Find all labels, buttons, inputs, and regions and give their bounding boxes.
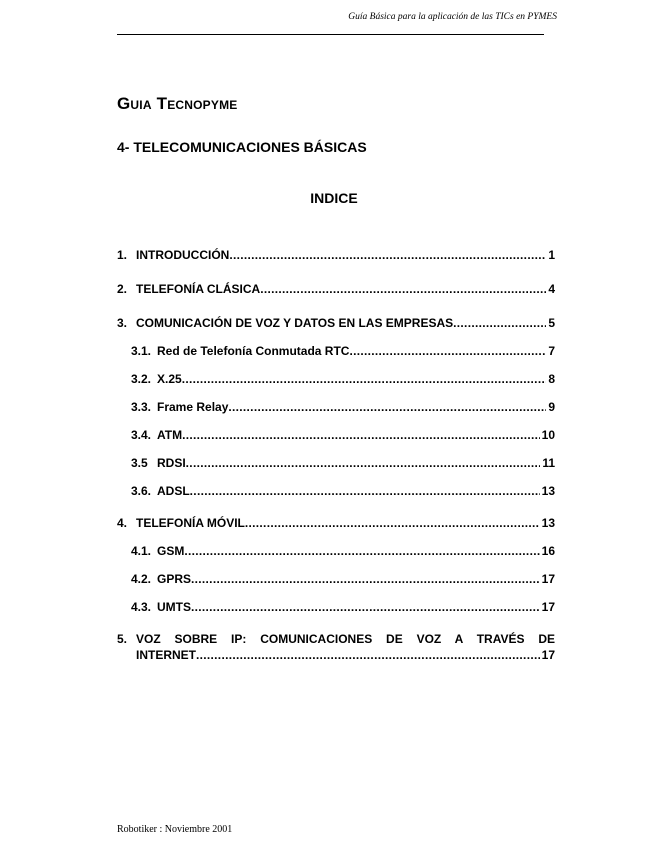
toc-entry-page: 17 (541, 600, 555, 614)
toc-entry[interactable] (131, 372, 555, 388)
toc-entry[interactable] (117, 316, 555, 332)
toc-dot-leader (228, 400, 546, 414)
toc-entry-label: TELEFONÍA MÓVIL (136, 516, 245, 530)
toc-entry-page: 17 (541, 648, 555, 662)
toc-entry-page: 8 (548, 372, 555, 386)
toc-entry[interactable] (117, 516, 555, 532)
toc-entry-label: X.25 (157, 372, 182, 386)
toc-dot-leader (229, 248, 546, 262)
toc-dot-leader (190, 484, 540, 498)
section-title: 4- TELECOMUNICACIONES BÁSICAS (117, 139, 367, 155)
toc-entry-page: 9 (548, 400, 555, 414)
toc-entry-number: 4.2. (131, 572, 152, 586)
toc-entry[interactable] (117, 282, 555, 298)
toc-dot-leader (186, 456, 541, 470)
toc-entry-label: INTRODUCCIÓN (136, 248, 230, 262)
toc-entry-label: UMTS (157, 600, 191, 614)
toc-entry-number: 3.4. (131, 428, 152, 442)
toc-entry-number: 5. (117, 632, 128, 646)
toc-entry-page: 5 (548, 316, 555, 330)
document-title: Guia Tecnopyme (117, 94, 238, 113)
running-header: Guía Básica para la aplicación de las TICs en PYMES (348, 12, 557, 22)
toc-entry[interactable] (131, 600, 555, 616)
toc-entry-label: RDSI (157, 456, 186, 470)
toc-dot-leader (182, 428, 540, 442)
toc-entry-label: COMUNICACIÓN DE VOZ Y DATOS EN LAS EMPRESAS (136, 316, 454, 330)
toc-entry-page: 11 (542, 456, 555, 470)
toc-entry-page: 17 (541, 572, 555, 586)
toc-entry-second-line (117, 648, 555, 664)
toc-dot-leader (184, 544, 539, 558)
toc-entry-page: 13 (541, 484, 555, 498)
toc-entry[interactable] (131, 544, 555, 560)
toc-entry-number: 4.3. (131, 600, 152, 614)
toc-dot-leader (196, 648, 540, 662)
toc-entry[interactable] (131, 572, 555, 588)
toc-entry[interactable] (117, 248, 555, 264)
toc-entry-number: 3. (117, 316, 128, 330)
toc-entry[interactable] (131, 456, 555, 472)
toc-dot-leader (349, 344, 546, 358)
toc-entry[interactable] (131, 344, 555, 360)
toc-entry-label: VOZ SOBRE IP: COMUNICACIONES DE VOZ A TRAVÉS DE (136, 632, 555, 646)
toc-entry[interactable] (131, 484, 555, 500)
toc-entry-page: 10 (541, 428, 555, 442)
toc-entry-number: 3.2. (131, 372, 152, 386)
toc-entry-number: 1. (117, 248, 128, 262)
toc-entry-page: 16 (541, 544, 555, 558)
toc-entry-label: Red de Telefonía Conmutada RTC (157, 344, 350, 358)
toc-entry-page: 4 (548, 282, 555, 296)
toc-entry-number: 4. (117, 516, 128, 530)
toc-entry[interactable] (131, 428, 555, 444)
toc-entry-number: 3.5 (131, 456, 148, 470)
toc-entry[interactable] (117, 632, 555, 664)
toc-dot-leader (245, 516, 540, 530)
toc-dot-leader (191, 572, 540, 586)
toc-entry-label-continued: INTERNET (136, 648, 196, 662)
toc-entry-page: 1 (548, 248, 555, 262)
toc-entry-number: 3.6. (131, 484, 152, 498)
toc-entry-label: ADSL (157, 484, 190, 498)
toc-entry-first-line (117, 632, 555, 648)
toc-entry-label: TELEFONÍA CLÁSICA (136, 282, 261, 296)
toc-dot-leader (191, 600, 540, 614)
toc-entry-number: 2. (117, 282, 128, 296)
toc-dot-leader (182, 372, 547, 386)
index-title: INDICE (310, 190, 358, 206)
page-footer: Robotiker : Noviembre 2001 (117, 824, 233, 835)
toc-entry[interactable] (131, 400, 555, 416)
toc-entry-page: 7 (548, 344, 555, 358)
toc-entry-page: 13 (541, 516, 555, 530)
toc-dot-leader (260, 282, 546, 296)
toc-dot-leader (453, 316, 546, 330)
toc-entry-label: Frame Relay (157, 400, 229, 414)
toc-entry-label: ATM (157, 428, 183, 442)
toc-entry-number: 3.3. (131, 400, 152, 414)
toc-entry-label: GSM (157, 544, 185, 558)
toc-entry-number: 4.1. (131, 544, 152, 558)
toc-entry-label: GPRS (157, 572, 192, 586)
toc-entry-number: 3.1. (131, 344, 152, 358)
